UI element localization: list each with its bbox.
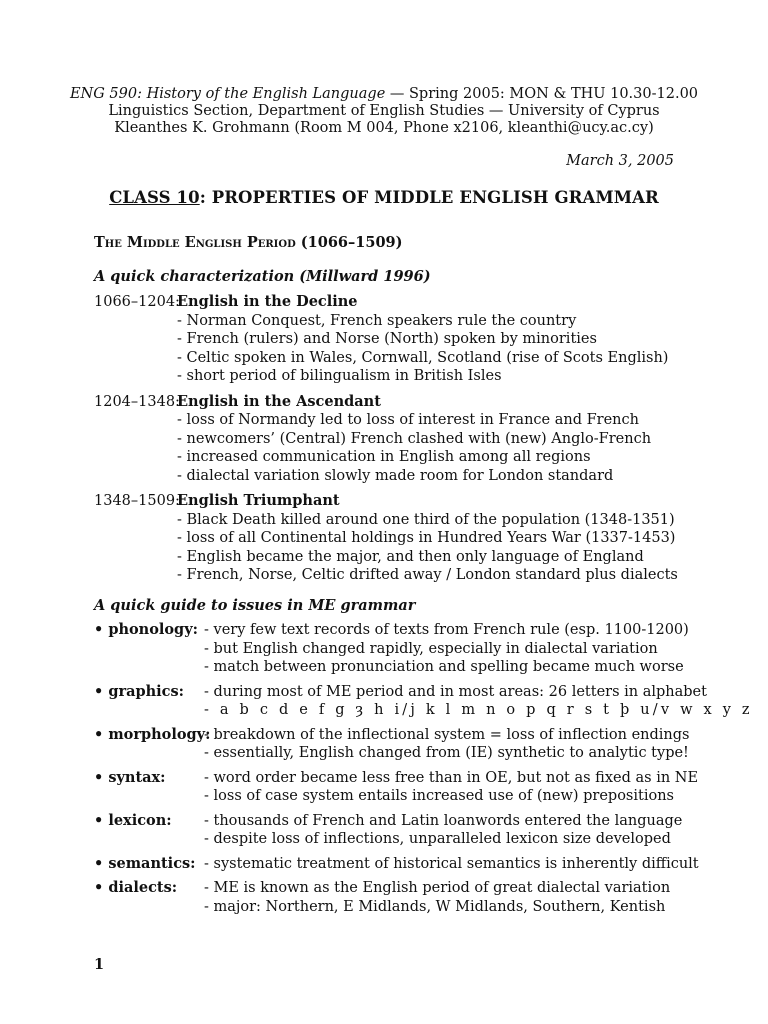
period-list <box>0 293 768 585</box>
issue-label: • phonology: <box>94 621 198 638</box>
period-item: - French, Norse, Celtic drifted away / London standard plus dialects <box>177 567 678 583</box>
issue-item <box>94 879 768 916</box>
class-title <box>0 189 768 208</box>
page-number: 1 <box>94 956 105 973</box>
period-items <box>177 511 768 585</box>
period-name: English in the Decline <box>177 293 358 310</box>
issue-line: - essentially, English changed from (IE) synthetic to analytic type! <box>204 745 689 761</box>
period-items <box>177 312 768 386</box>
period-item: - English became the major, and then only language of England <box>177 548 644 565</box>
issue-label: • syntax: <box>94 768 166 786</box>
issue-item <box>94 726 768 763</box>
period-name: English Triumphant <box>177 492 340 509</box>
document-date: March 3, 2005 <box>566 153 674 169</box>
issue-lines <box>204 621 689 677</box>
issue-label: • graphics: <box>94 682 185 700</box>
period-name: English in the Ascendant <box>177 392 381 410</box>
issue-line: - systematic treatment of historical semantics is inherently difficult <box>204 855 699 872</box>
period-block <box>94 492 768 585</box>
issue-lines <box>204 812 682 849</box>
guide-heading: A quick guide to issues in ME grammar <box>94 596 416 614</box>
issue-line: - despite loss of inflections, unparalleled lexicon size developed <box>204 831 671 847</box>
section-heading-text: The Middle English Period <box>94 234 296 251</box>
class-title-text: : PROPERTIES OF MIDDLE ENGLISH GRAMMAR <box>199 187 659 207</box>
period-item: - Black Death killed around one third of the population (1348-1351) <box>177 511 675 528</box>
issue-line: - during most of ME period and in most areas: 26 letters in alphabet <box>204 683 707 700</box>
department-line: Linguistics Section, Department of English Studies — University of Cyprus <box>108 103 660 119</box>
period-items <box>177 411 768 485</box>
issue-list <box>0 621 768 916</box>
period-range: 1066–1204: <box>94 294 180 310</box>
issue-lines <box>204 855 699 874</box>
issue-line: - ME is known as the English period of great dialectal variation <box>204 880 671 896</box>
issue-line: - but English changed rapidly, especially in dialectal variation <box>204 640 658 657</box>
issue-line: - very few text records of texts from French rule (esp. 1100-1200) <box>204 622 689 638</box>
period-item: - loss of Normandy led to loss of interest in France and French <box>177 412 639 428</box>
issue-item <box>94 683 768 720</box>
period-item: - dialectal variation slowly made room for London standard <box>177 467 614 484</box>
period-range: 1348–1509: <box>94 493 180 509</box>
issue-lines <box>204 879 670 916</box>
issue-line: - breakdown of the inflectional system = loss of inflection endings <box>204 726 690 743</box>
course-header <box>0 0 768 137</box>
issue-label: • lexicon: <box>94 811 172 829</box>
issue-lines <box>204 726 690 763</box>
section-heading-range: (1066–1509) <box>295 234 403 251</box>
course-line <box>0 86 768 103</box>
instructor-line: Kleanthes K. Grohmann (Room M 004, Phone x2106, kleanthi@ucy.ac.cy) <box>114 120 654 136</box>
issue-item <box>94 769 768 806</box>
period-item: - loss of all Continental holdings in Hundred Years War (1337-1453) <box>177 530 676 546</box>
characterization-heading: A quick characterization (Millward 1996) <box>94 267 431 285</box>
period-item: - short period of bilingualism in British Isles <box>177 368 502 384</box>
period-item: - Celtic spoken in Wales, Cornwall, Scotland (rise of Scots English) <box>177 349 669 366</box>
section-heading <box>94 234 768 253</box>
period-block <box>94 293 768 386</box>
period-item: - increased communication in English among all regions <box>177 449 591 465</box>
issue-label: • morphology: <box>94 725 211 743</box>
issue-lines <box>204 769 698 806</box>
issue-item <box>94 812 768 849</box>
issue-label: • semantics: <box>94 854 196 872</box>
issue-label: • dialects: <box>94 879 178 896</box>
course-term: — Spring 2005: MON & THU 10.30-12.00 <box>385 86 699 102</box>
period-range: 1204–1348: <box>94 393 180 410</box>
issue-line: - word order became less free than in OE, but not as fixed as in NE <box>204 769 699 786</box>
issue-lines <box>204 683 753 720</box>
period-item: - French (rulers) and Norse (North) spoken by minorities <box>177 331 597 347</box>
period-block <box>94 393 768 486</box>
class-number: CLASS 10 <box>109 187 200 207</box>
course-code: ENG 590: History of the English Language <box>69 86 386 102</box>
issue-line: - thousands of French and Latin loanwords entered the language <box>204 812 683 829</box>
issue-item <box>94 621 768 677</box>
issue-item <box>94 855 768 874</box>
period-item: - Norman Conquest, French speakers rule the country <box>177 312 577 329</box>
issue-line: - loss of case system entails increased use of (new) prepositions <box>204 788 674 804</box>
alphabet-line: - a b c d e f g ȝ h i/j k l m n o p q r s t þ u/v w x y z <box>204 702 753 718</box>
period-item: - newcomers’ (Central) French clashed with (new) Anglo-French <box>177 430 652 447</box>
issue-line: - match between pronunciation and spelling became much worse <box>204 659 684 675</box>
issue-line: - major: Northern, E Midlands, W Midlands, Southern, Kentish <box>204 898 666 915</box>
